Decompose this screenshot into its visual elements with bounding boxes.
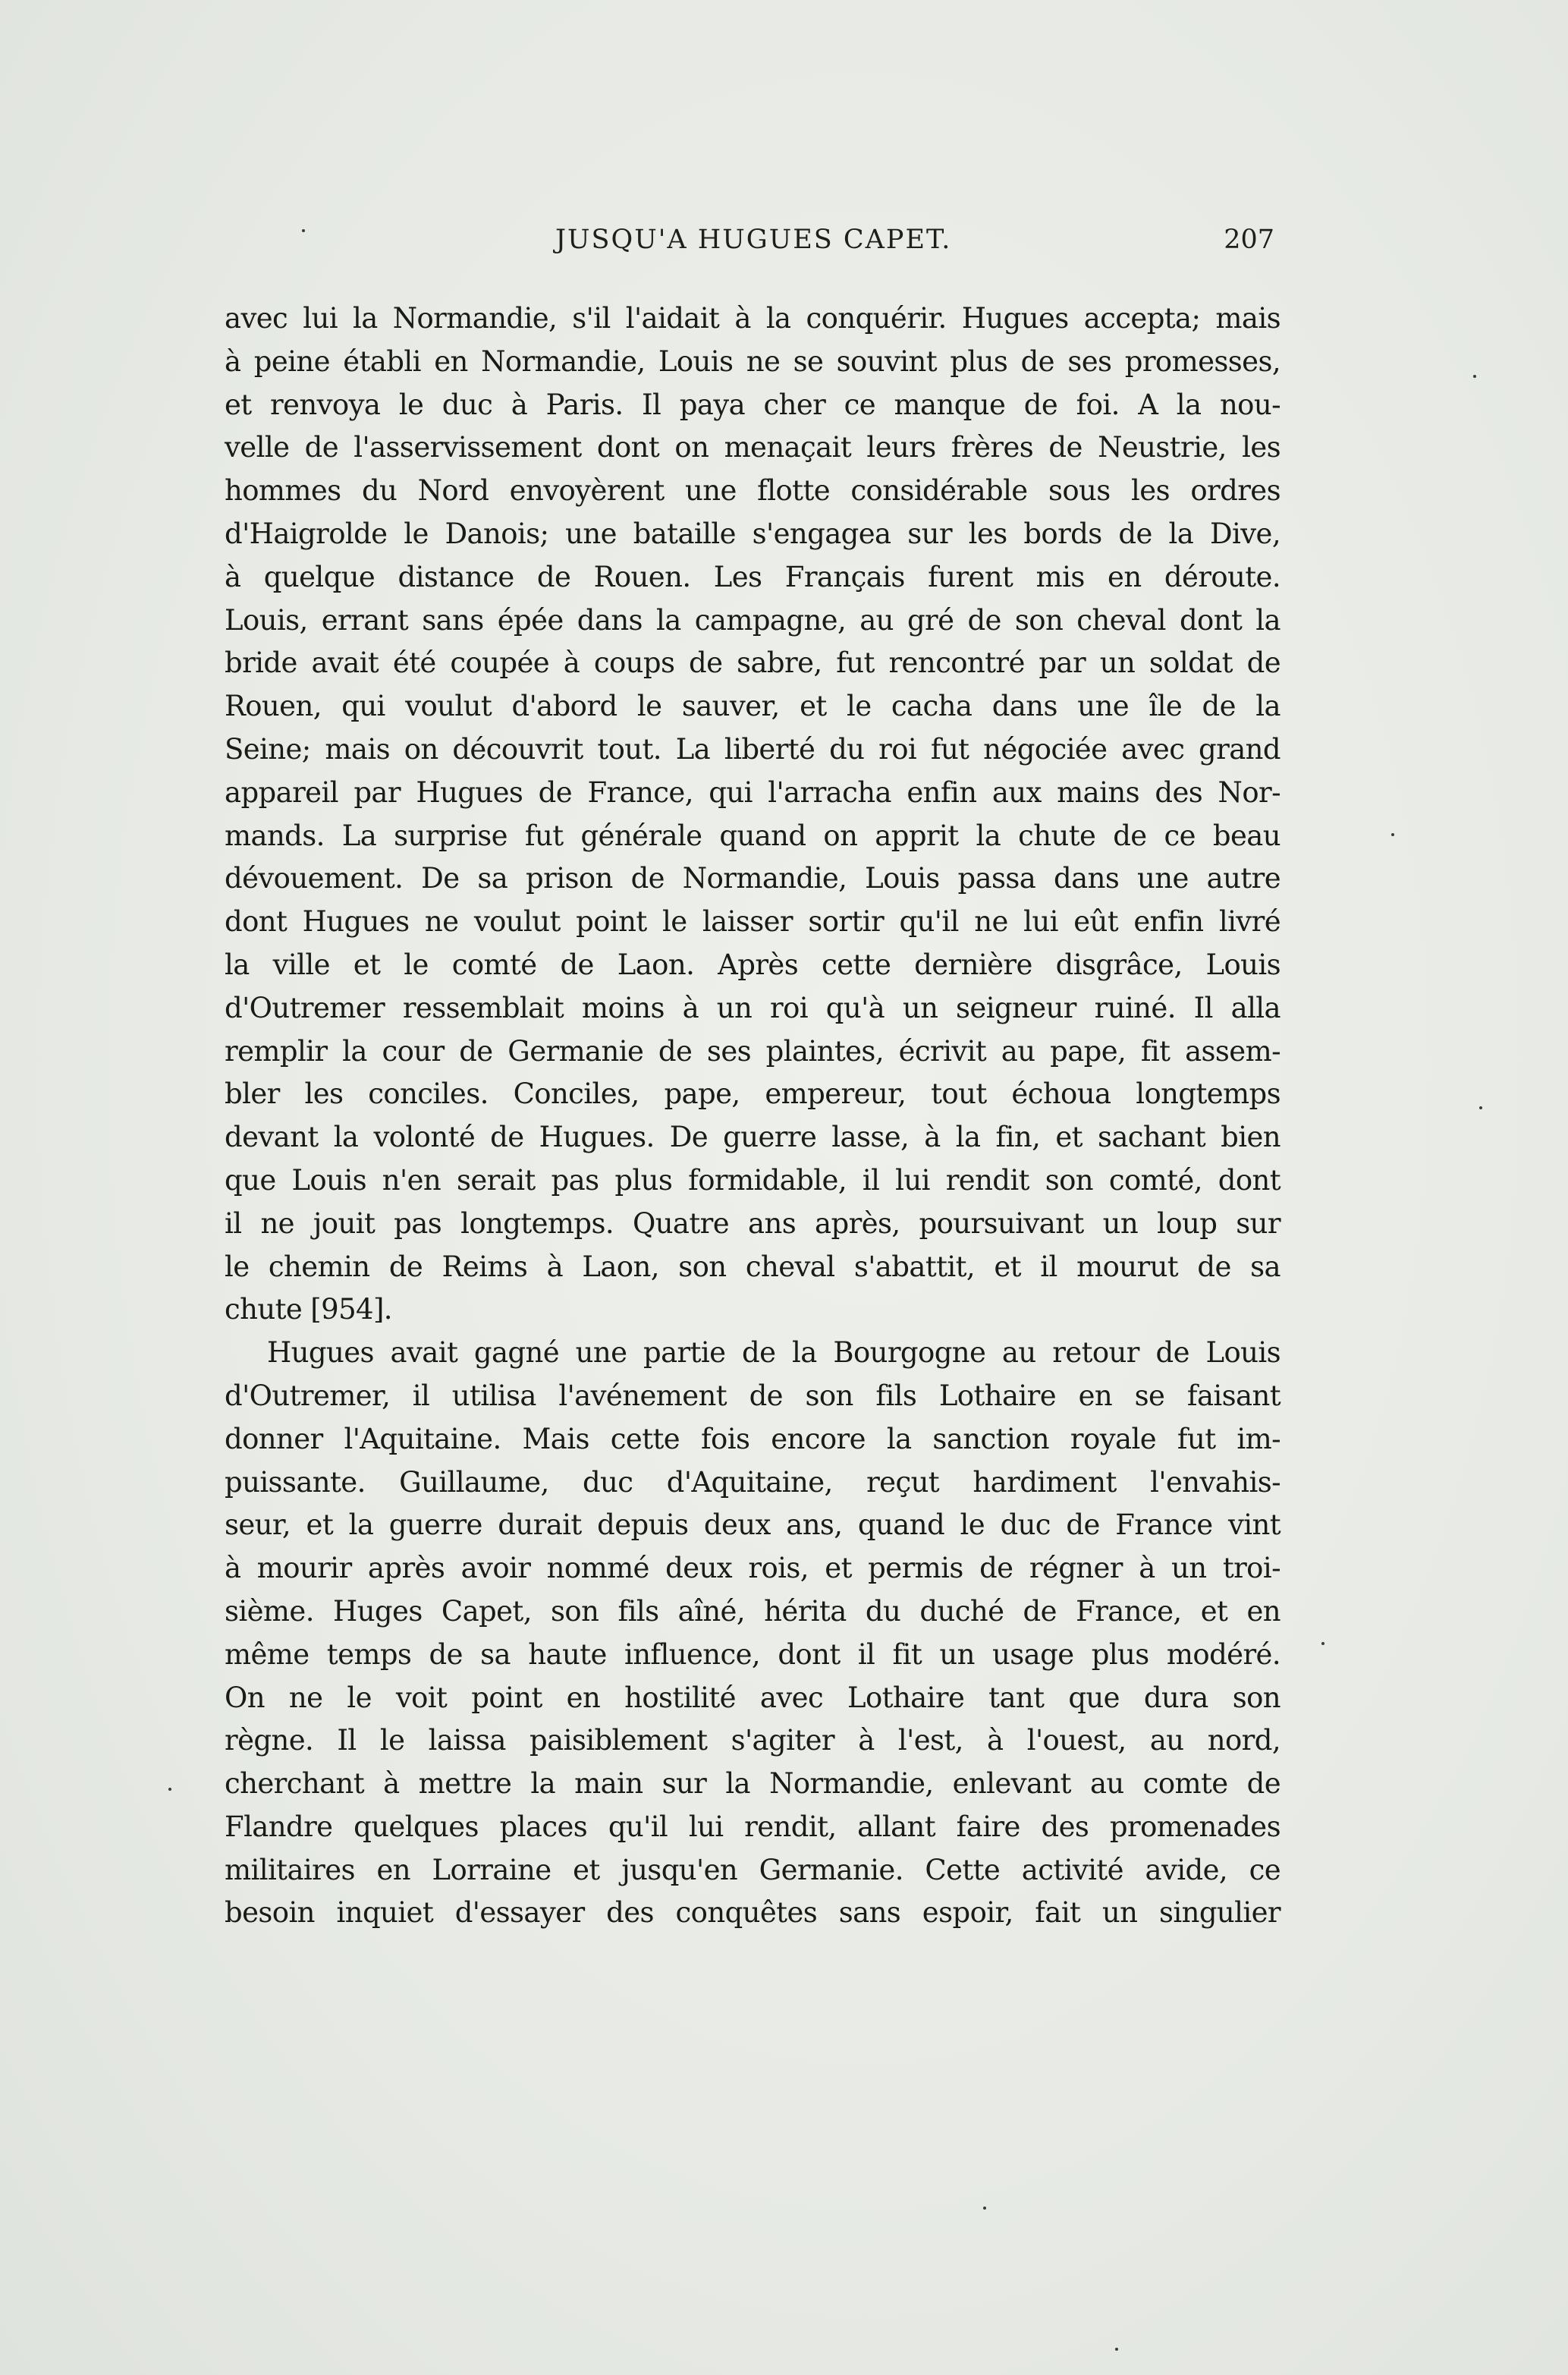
- text-line: même temps de sa haute influence, dont il fit un usage plus modéré.: [225, 1637, 1280, 1671]
- text-line: Hugues avait gagné une partie de la Bourgogne au retour de Louis: [267, 1336, 1280, 1370]
- paper-speck: [983, 2207, 986, 2210]
- text-line: d'Haigrolde le Danois; une bataille s'engagea sur les bords de la Dive,: [225, 517, 1280, 550]
- text-line: velle de l'asservissement dont on menaçait leurs frères de Neustrie, les: [225, 431, 1280, 464]
- text-line: devant la volonté de Hugues. De guerre lasse, à la fin, et sachant bien: [225, 1121, 1280, 1154]
- text-line: bler les conciles. Conciles, pape, empereur, tout échoua longtemps: [225, 1077, 1280, 1111]
- text-line: hommes du Nord envoyèrent une flotte considérable sous les ordres: [225, 474, 1280, 508]
- paragraph-2: [225, 1332, 1280, 1935]
- paper-speck: [1391, 833, 1394, 836]
- text-line: avec lui la Normandie, s'il l'aidait à la conquérir. Hugues accepta; mais: [225, 302, 1280, 335]
- text-line: Louis, errant sans épée dans la campagne, au gré de son cheval dont la: [225, 603, 1280, 637]
- text-line: sième. Huges Capet, son fils aîné, hérita du duché de France, et en: [225, 1594, 1280, 1628]
- text-line: mands. La surprise fut générale quand on apprit la chute de ce beau: [225, 819, 1280, 852]
- text-line: à quelque distance de Rouen. Les Français furent mis en déroute.: [225, 560, 1280, 593]
- text-line: et renvoya le duc à Paris. Il paya cher ce manque de foi. A la nou-: [225, 388, 1280, 421]
- page-number: 207: [1224, 225, 1274, 255]
- text-line: bride avait été coupée à coups de sabre, fut rencontré par un soldat de: [225, 646, 1280, 680]
- text-line: dévouement. De sa prison de Normandie, Louis passa dans une autre: [225, 862, 1280, 895]
- text-line: d'Outremer ressemblait moins à un roi qu'à un seigneur ruiné. Il alla: [225, 991, 1280, 1024]
- text-line: règne. Il le laissa paisiblement s'agiter à l'est, à l'ouest, au nord,: [225, 1724, 1280, 1757]
- text-line: appareil par Hugues de France, qui l'arracha enfin aux mains des Nor-: [225, 775, 1280, 809]
- paper-speck: [1473, 375, 1476, 378]
- running-title: JUSQU'A HUGUES CAPET.: [555, 225, 952, 255]
- text-line: seur, et la guerre durait depuis deux ans, quand le duc de France vint: [225, 1508, 1280, 1542]
- paper-speck: [168, 1788, 171, 1791]
- text-line: puissante. Guillaume, duc d'Aquitaine, reçut hardiment l'envahis-: [225, 1465, 1280, 1499]
- paper-speck: [1115, 2348, 1118, 2351]
- text-line: le chemin de Reims à Laon, son cheval s'abattit, et il mourut de sa: [225, 1250, 1280, 1283]
- text-line: Flandre quelques places qu'il lui rendit, allant faire des promenades: [225, 1810, 1280, 1843]
- text-line: militaires en Lorraine et jusqu'en Germanie. Cette activité avide, ce: [225, 1853, 1280, 1886]
- text-line: Rouen, qui voulut d'abord le sauver, et le cacha dans une île de la: [225, 690, 1280, 723]
- text-line: besoin inquiet d'essayer des conquêtes sans espoir, fait un singulier: [225, 1896, 1280, 1930]
- text-line: chute [954].: [225, 1293, 392, 1326]
- text-line: cherchant à mettre la main sur la Normandie, enlevant au comte de: [225, 1767, 1280, 1801]
- paper-speck: [1479, 1106, 1482, 1109]
- text-line: Seine; mais on découvrit tout. La liberté du roi fut négociée avec grand: [225, 732, 1280, 766]
- text-line: remplir la cour de Germanie de ses plaintes, écrivit au pape, fit assem-: [225, 1034, 1280, 1068]
- text-line: d'Outremer, il utilisa l'avénement de son fils Lothaire en se faisant: [225, 1379, 1280, 1412]
- text-line: il ne jouit pas longtemps. Quatre ans après, poursuivant un loup sur: [225, 1206, 1280, 1240]
- running-header: [225, 225, 1274, 270]
- text-line: que Louis n'en serait pas plus formidable, il lui rendit son comté, dont: [225, 1163, 1280, 1197]
- text-line: la ville et le comté de Laon. Après cette dernière disgrâce, Louis: [225, 948, 1280, 981]
- text-line: donner l'Aquitaine. Mais cette fois encore la sanction royale fut im-: [225, 1422, 1280, 1455]
- paper-speck: [302, 229, 305, 232]
- body-text: [225, 297, 1280, 1935]
- text-line: à mourir après avoir nommé deux rois, et permis de régner à un troi-: [225, 1552, 1280, 1585]
- paper-speck: [1321, 1642, 1324, 1645]
- text-line: à peine établi en Normandie, Louis ne se souvint plus de ses promesses,: [225, 344, 1280, 378]
- text-line: On ne le voit point en hostilité avec Lothaire tant que dura son: [225, 1681, 1280, 1714]
- text-line: dont Hugues ne voulut point le laisser sortir qu'il ne lui eût enfin livré: [225, 905, 1280, 939]
- paragraph-1: [225, 297, 1280, 1332]
